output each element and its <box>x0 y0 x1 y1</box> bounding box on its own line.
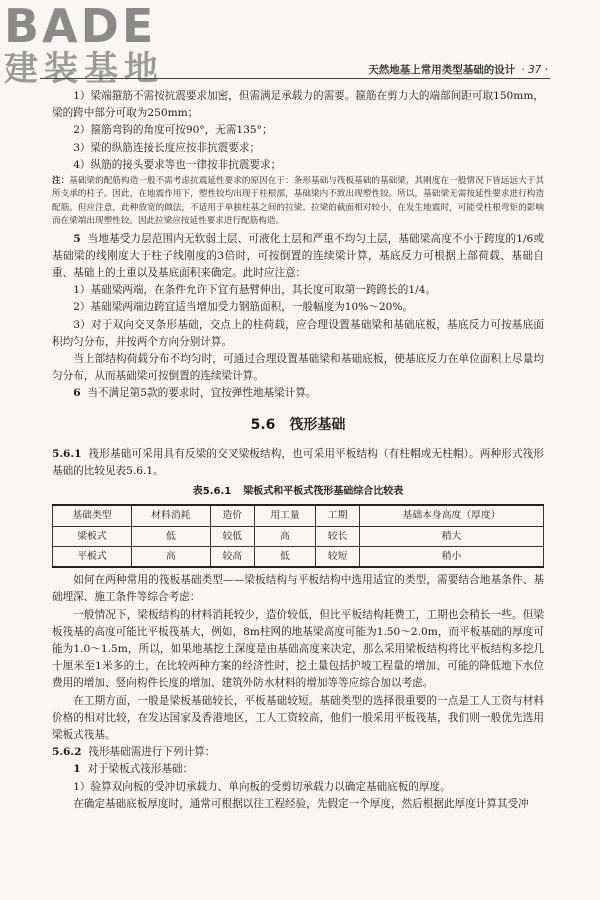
table-cell: 低 <box>254 546 315 567</box>
table-header-cell: 造价 <box>210 505 254 526</box>
table-cell: 高 <box>131 546 210 567</box>
header-rule <box>40 78 550 79</box>
item-text: 对于梁板式筏形基础： <box>87 763 194 776</box>
paragraph <box>52 761 544 778</box>
paragraph: 2）基础梁两端边跨宜适当增加受力钢筋面积，一般幅度为10%～20%。 <box>73 301 414 314</box>
page-number: · 37 · <box>521 64 548 76</box>
section-title: 筏形基础 <box>289 416 346 433</box>
clause-number: 5.6.1 <box>52 447 82 460</box>
table-header-row <box>53 505 544 526</box>
table-cell: 平板式 <box>53 546 132 567</box>
section-heading <box>52 417 544 434</box>
paragraph: 在确定基础底板厚度时，通常可根据以往工程经验，先假定一个厚度，然后根据此厚度计算其受冲 <box>73 797 529 810</box>
note-label: 注： <box>52 176 70 187</box>
clause-text: 筏形基础需进行下列计算： <box>88 746 216 759</box>
logo-chinese: 建装基地 <box>4 49 164 89</box>
table-cell: 较高 <box>210 546 254 567</box>
clause-text: 筏形基础可采用具有反梁的交叉梁板结构，也可采用平板结构（有柱帽或无柱帽）。两种形式筏形基础的比较见表5.6.1。 <box>52 447 544 478</box>
item-number: 5 <box>73 232 81 245</box>
clause-5-6-1 <box>52 446 544 480</box>
table-header-cell: 基础类型 <box>53 505 132 526</box>
paragraph: 1）基础梁两端，在条件允许下宜有悬臂伸出，其长度可取第一跨跨长的1/4。 <box>73 284 436 297</box>
table-cell: 较低 <box>210 526 254 546</box>
table-cell: 稍小 <box>360 546 544 567</box>
running-header <box>368 62 548 77</box>
note-block <box>52 175 544 229</box>
clause-5-6-2 <box>52 744 544 761</box>
table-row <box>53 546 544 567</box>
table-cell: 较长 <box>316 526 360 546</box>
table-cell: 低 <box>131 526 210 546</box>
paragraph: 3）梁的纵筋连接长度应按非抗震要求； <box>73 141 261 154</box>
item-number: 6 <box>73 387 81 400</box>
paragraph: 2）箍筋弯钩的角度可按90°，无需135°； <box>73 124 273 137</box>
page-body <box>52 88 544 813</box>
note-text: 基础梁的配筋构造一般不需考虑抗震延性要求的原因在于：条形基础与筏板基础的基础梁，其刚度在一般情况下皆远远大于其所支承的柱子。因此，在地震作用下，塑性铰均出现于柱根部，基础梁内不致出现塑性铰。所以，基础梁无需按延性要求进行构造配筋。但应注意，此种放宽的做法，不适用于单独柱基之间的拉梁。拉梁的截面相对较小，在发生地震时，可能受柱根弯矩的影响而在梁端出现塑性铰。因此拉梁应按延性要求进行配筋构造。 <box>52 176 544 227</box>
item-number: 1 <box>73 763 81 776</box>
table-number: 表5.6.1 <box>192 486 232 498</box>
paragraph: 1）验算双向板的受冲切承载力、单向板的受剪切承载力以确定基础底板的厚度。 <box>73 780 451 793</box>
paragraph <box>52 385 544 402</box>
table-cell: 高 <box>254 526 315 546</box>
header-title: 天然地基上常用类型基础的设计 <box>368 64 516 76</box>
table-header-cell: 材料消耗 <box>131 505 210 526</box>
table-row <box>53 526 544 546</box>
table-header-cell: 基础本身高度（厚度） <box>360 505 544 526</box>
paragraph: 如何在两种常用的筏板基础类型——梁板结构与平板结构中选用适宜的类型，需要结合地基条件、基础埋深、施工条件等综合考虑： <box>52 574 544 604</box>
paragraph: 在工期方面，一般是梁板基础较长，平板基础较短。基础类型的选择很重要的一点是工人工资与材料价格的相对比较，在发达国家及香港地区，工人工资较高，他们一般采用平板筏基，我们则一般优先选用梁板式筏基。 <box>52 694 544 741</box>
table-header-cell: 用工量 <box>254 505 315 526</box>
item-text: 当不满足第5款的要求时，宜按弹性地基梁计算。 <box>87 387 317 400</box>
publisher-logo <box>4 2 204 88</box>
table-title: 梁板式和平板式筏形基础综合比较表 <box>243 486 404 498</box>
paragraph: 3）对于双向交叉条形基础，交点上的柱荷载，应合理设置基础梁和基础底板，基底反力可按基底面积均匀分布，并按两个方向分别计算。 <box>52 318 544 348</box>
table-caption <box>52 483 544 500</box>
clause-number: 5.6.2 <box>52 746 82 759</box>
table-cell: 较短 <box>316 546 360 567</box>
table-cell: 梁板式 <box>53 526 132 546</box>
paragraph <box>52 231 544 283</box>
logo-brand: BADE <box>4 0 157 53</box>
paragraph: 4）纵筋的接头要求等也一律按非抗震要求； <box>73 158 282 171</box>
comparison-table <box>52 504 544 568</box>
table-cell: 稍大 <box>360 526 544 546</box>
table-header-cell: 工期 <box>316 505 360 526</box>
paragraph: 当上部结构荷载分布不均匀时，可通过合理设置基础梁和基础底板，使基底反力在单位面积上尽量均匀分布，从而基础梁可按倒置的连续梁计算。 <box>52 353 544 383</box>
paragraph: 一般情况下，梁板结构的材料消耗较少，造价较低，但比平板结构耗费工，工期也会稍长一些。但梁板筏基的高度可能比平板筏基大，例如，8m柱网的地基梁高度可能为1.50～2.0m，而平板基础的厚度可能为1.0～1.5m，所以，如果地基挖土深度是由基础高度来决定，那么采用梁板结构将比平板结构多挖几十厘米至1米多的土，在比较两种方案的经济性时，挖土量包括护坡工程量的增加、可能的降低地下水位费用的增加、竖向构件长度的增加、建筑外防水材料的增加等等应综合加以考虑。 <box>52 608 544 690</box>
item-text: 当地基受力层范围内无软弱土层、可液化土层和严重不均匀土层，基础梁高度不小于跨度的1/6或基础梁的线刚度大于柱子线刚度的3倍时，可按倒置的连续梁计算，基底反力可根据上部荷载、基础自重、基础上的土重以及基底面积来确定。此时应注意： <box>52 232 544 280</box>
section-number: 5.6 <box>250 416 276 433</box>
paragraph: 1）梁端箍筋不需按抗震要求加密，但需满足承载力的需要。箍筋在剪力大的端部间距可取150mm，梁的跨中部分可取为250mm； <box>52 90 544 120</box>
